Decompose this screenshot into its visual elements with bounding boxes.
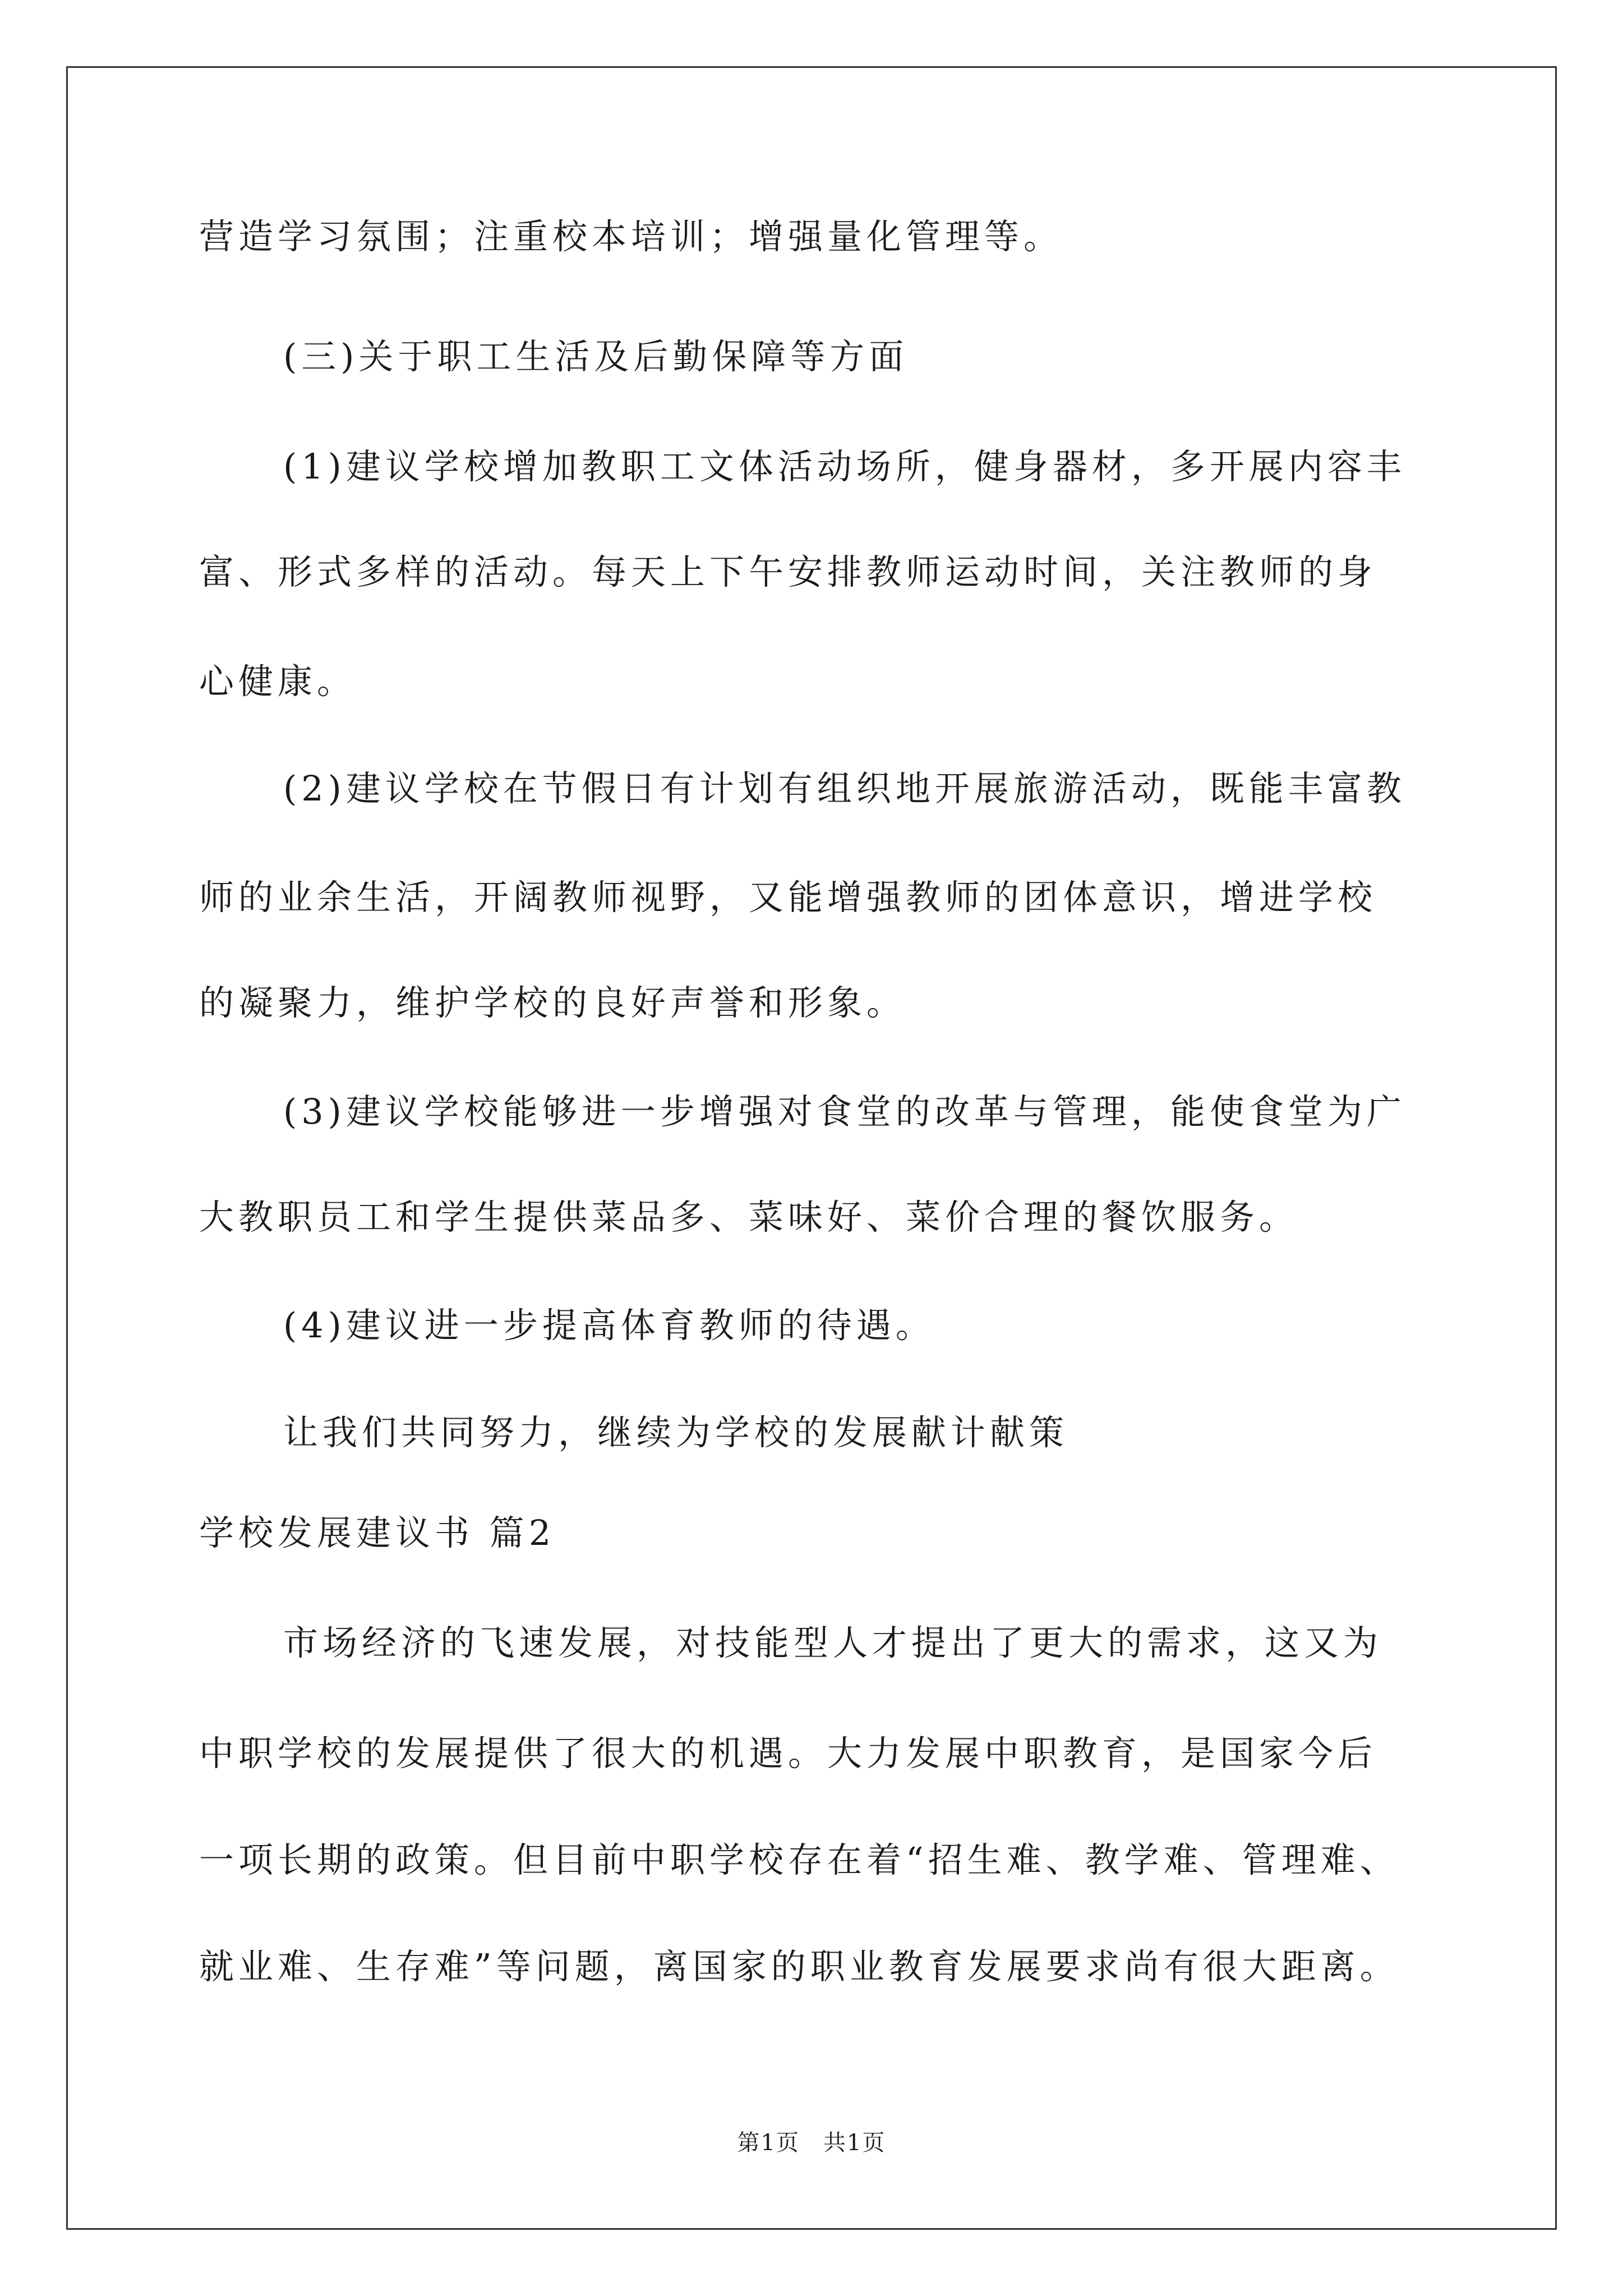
paragraph-line: 让我们共同努力，继续为学校的发展献计献策 <box>283 1412 1069 1453</box>
paragraph-line: 一项长期的政策。但目前中职学校存在着“招生难、教学难、管理难、 <box>199 1839 1399 1880</box>
paragraph-line: 就业难、生存难”等问题，离国家的职业教育发展要求尚有很大距离。 <box>199 1946 1399 1987</box>
paragraph-line: 市场经济的飞速发展，对技能型人才提出了更大的需求，这又为 <box>283 1622 1383 1663</box>
paragraph-line: (1)建议学校增加教职工文体活动场所，健身器材，多开展内容丰 <box>283 446 1406 487</box>
page-footer: 第1页 共1页 <box>737 2130 886 2156</box>
paragraph-line: 大教职员工和学生提供菜品多、菜味好、菜价合理的餐饮服务。 <box>199 1197 1299 1237</box>
paragraph-line: (4)建议进一步提高体育教师的待遇。 <box>283 1305 935 1346</box>
paragraph-line: (2)建议学校在节假日有计划有组织地开展旅游活动，既能丰富教 <box>283 768 1406 809</box>
section-title: 学校发展建议书 篇2 <box>199 1512 556 1553</box>
paragraph-line: 中职学校的发展提供了很大的机遇。大力发展中职教育，是国家今后 <box>199 1733 1377 1774</box>
paragraph-line: 心健康。 <box>199 661 357 702</box>
paragraph-line: 营造学习氛围；注重校本培训；增强量化管理等。 <box>199 216 1063 257</box>
page-border <box>66 66 1557 2230</box>
paragraph-line: 的凝聚力，维护学校的良好声誉和形象。 <box>199 982 906 1023</box>
section-heading: (三)关于职工生活及后勤保障等方面 <box>283 336 909 377</box>
paragraph-line: (3)建议学校能够进一步增强对食堂的改革与管理，能使食堂为广 <box>283 1091 1406 1132</box>
paragraph-line: 富、形式多样的活动。每天上下午安排教师运动时间，关注教师的身 <box>199 551 1377 592</box>
paragraph-line: 师的业余生活，开阔教师视野，又能增强教师的团体意识，增进学校 <box>199 877 1377 918</box>
